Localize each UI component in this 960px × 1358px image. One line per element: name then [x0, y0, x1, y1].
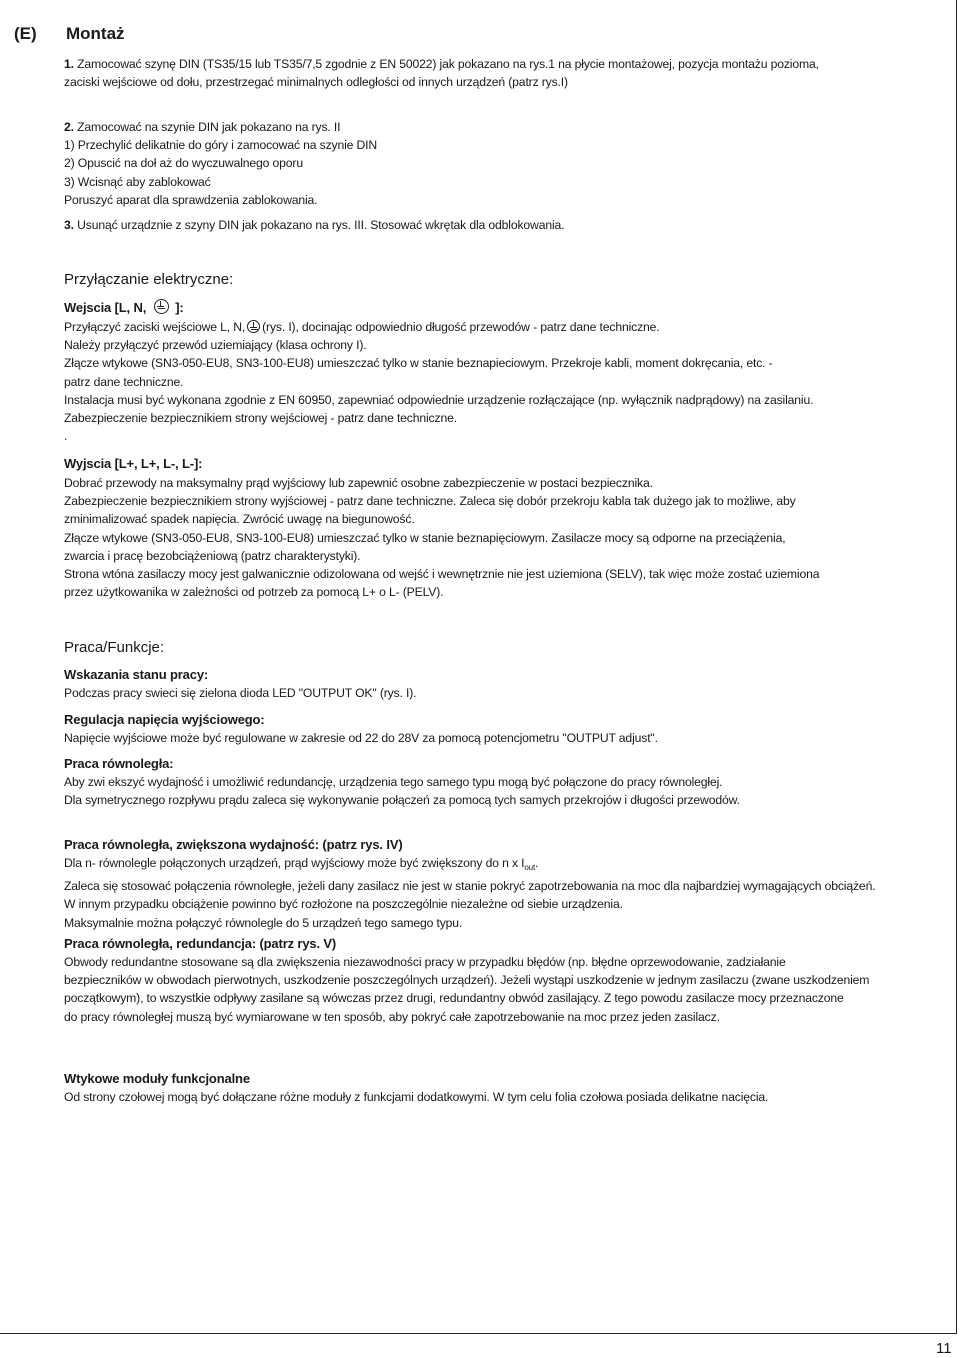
text-line: Zabezpieczenie bezpiecznikiem strony wejściowej - patrz dane techniczne.	[64, 411, 457, 426]
text-line: Zamocować szynę DIN (TS35/15 lub TS35/7,5 zgodnie z EN 50022) jak pokazano na rys.1 na płycie montażowej, pozycja montażu pozioma,	[77, 57, 819, 71]
text-line: Aby zwi ekszyć wydajność i umożliwić redundancję, urządzenia tego samego typu mogą być połączone do pracy równoległej.	[64, 775, 723, 789]
mount-step-2	[64, 118, 944, 209]
outputs-heading: Wyjscia [L+, L+, L-, L-]:	[64, 456, 203, 471]
outputs-section	[64, 454, 944, 601]
text-line: (rys. I), docinając odpowiednio długość przewodów - patrz dane techniczne.	[262, 320, 660, 334]
text-line: Strona wtóna zasilaczy mocy jest galwanicznie odizolowana od wejść i wewnętrznie nie jest uziemiona (SELV), tak więc może zostać uziemiona	[64, 567, 820, 582]
parallel-performance-heading: Praca równoległa, zwiększona wydajność: (patrz rys. IV)	[64, 837, 403, 852]
parallel-redundancy-section	[64, 935, 944, 1026]
text-line: przez użytkowanika w zależności od potrzeb za pomocą L+ o L- (PELV).	[64, 585, 444, 600]
text-line: początkowym), to wszystkie odpływy zasilane są wówczas przez drugi, redundantny obwód zasilający. Z tego powodu zasilacze mocy przeznaczone	[64, 991, 844, 1006]
text-line: zminimalizować spadek napięcia. Zwrócić uwagę na biegunowość.	[64, 512, 415, 527]
text-line: Maksymalnie można połączyć równolegle do 5 urządzeń tego samego typu.	[64, 915, 463, 930]
text-line: zaciski wejściowe od dołu, przestrzegać minimalnych odległości od innych urządzeń (patrz rys.I)	[64, 75, 568, 90]
text-line: Dobrać przewody na maksymalny prąd wyjściowy lub zapewnić osobne zabezpieczenie w postaci bezpiecznika.	[64, 476, 653, 490]
inputs-heading-end: ]:	[175, 300, 184, 315]
text-line: Złącze wtykowe (SN3-050-EU8, SN3-100-EU8) umieszczać tylko w stanie beznapieciowym. Przekroje kabli, moment dokręcania, etc. -	[64, 356, 773, 371]
text-line: Należy przyłączyć przewód uziemiający (klasa ochrony I).	[64, 338, 367, 353]
text-line: .	[64, 429, 68, 444]
regulation-heading: Regulacja napięcia wyjściowego:	[64, 712, 265, 727]
mount-step-1	[64, 55, 944, 91]
step-number: 2.	[64, 120, 74, 134]
inputs-section	[64, 298, 944, 445]
text-line: Podczas pracy swieci się zielona dioda LED "OUTPUT OK" (rys. I).	[64, 686, 417, 700]
text-line: Obwody redundantne stosowane są dla zwiększenia niezawodności pracy w przypadku błędów (np. błędne oprzewodowanie, zadziałanie	[64, 955, 786, 969]
text-line: Zaleca się stosować połączenia równoległe, jeżeli dany zasilacz nie jest w stanie pokryć zapotrzebowania na moc dla najbardziej wymagających obciążeń.	[64, 879, 876, 894]
text-line: bezpieczników w obwodach pierwotnych, uszkodzenie poszczególnych urządzeń). Jeżeli wystąpi uszkodzenie w jednym zasilaczu (zwane uszkodzeniem	[64, 973, 870, 988]
modules-heading: Wtykowe moduły funkcjonalne	[64, 1071, 250, 1086]
text-line: Instalacja musi być wykonana zgodnie z EN 60950, zapewniać odpowiednie urządzenie rozłączające (np. wyłącznik nadprądowy) na zasilaniu.	[64, 392, 814, 407]
text-line: zwarcia i pracę bezobciążeniową (patrz charakterystyki).	[64, 548, 361, 563]
subscript-out: out	[524, 863, 536, 872]
status-section	[64, 665, 944, 702]
earth-icon	[247, 320, 260, 333]
modules-section	[64, 1069, 944, 1106]
text-line: patrz dane techniczne.	[64, 374, 184, 389]
step-number: 3.	[64, 218, 74, 232]
text-line: Od strony czołowej mogą być dołączane różne moduły z funkcjami dodatkowymi. W tym celu folia czołowa posiada delikatne nacięcia.	[64, 1090, 769, 1104]
text-line: 2) Opuscić na doł aż do wyczuwalnego oporu	[64, 156, 303, 171]
parallel-section	[64, 754, 944, 809]
status-heading: Wskazania stanu pracy:	[64, 667, 209, 682]
page-title: Montaż	[66, 24, 125, 43]
parallel-redundancy-heading: Praca równoległa, redundancja: (patrz rys. V)	[64, 936, 337, 951]
text-line: Poruszyć aparat dla sprawdzenia zablokowania.	[64, 192, 318, 207]
earth-icon	[154, 299, 169, 314]
text-line: Dla n- równolegle połączonych urządzeń, prąd wyjściowy może być zwiększony do n x I	[64, 856, 525, 870]
text-line: 1) Przechylić delikatnie do góry i zamocować na szynie DIN	[64, 138, 378, 153]
language-label: (E)	[14, 24, 37, 43]
parallel-performance-section	[64, 836, 944, 932]
text-line: Dla symetrycznego rozpływu prądu zaleca się wykonywanie połączeń za pomocą tych samych przekrojów i długości przewodów.	[64, 793, 740, 808]
text-line: Złącze wtykowe (SN3-050-EU8, SN3-100-EU8) umieszczać tylko w stanie beznapięciowym. Zasilacze mocy są odporne na przeciążenia,	[64, 530, 786, 545]
electrical-heading: Przyłączanie elektryczne:	[64, 271, 234, 288]
step-number: 1.	[64, 57, 74, 71]
text-line: do pracy równoległej muszą być wymiarowane w ten sposób, aby pokryć całe zapotrzebowanie na moc przez jeden zasilacz.	[64, 1009, 720, 1024]
operation-heading: Praca/Funkcje:	[64, 639, 165, 656]
text-line: Przyłączyć zaciski wejściowe L, N,	[64, 320, 246, 334]
regulation-section	[64, 710, 944, 747]
text-line: Zabezpieczenie bezpiecznikiem strony wyjściowej - patrz dane techniczne. Zaleca się dobór przekroju kabla tak dużego jak to możliwe, aby	[64, 494, 796, 509]
text-line: Napięcie wyjściowe może być regulowane w zakresie od 22 do 28V za pomocą potencjometru "OUTPUT adjust".	[64, 731, 658, 745]
text-line: 3) Wcisnąć aby zablokować	[64, 174, 211, 189]
text-line: Zamocować na szynie DIN jak pokazano na rys. II	[77, 120, 341, 134]
mount-step-3	[64, 216, 944, 234]
page-number: 11	[936, 1340, 952, 1357]
inputs-heading: Wejscia [L, N,	[64, 300, 147, 315]
text-line: W innym przypadku obciążenie powinno być rozłożone na poszczególnie niezależne od siebie urządzenia.	[64, 897, 623, 912]
text-line: Usunąć urządznie z szyny DIN jak pokazano na rys. III. Stosować wkrętak dla odblokowania.	[77, 218, 565, 232]
parallel-heading: Praca równoległa:	[64, 756, 174, 771]
text-line: .	[535, 856, 539, 870]
